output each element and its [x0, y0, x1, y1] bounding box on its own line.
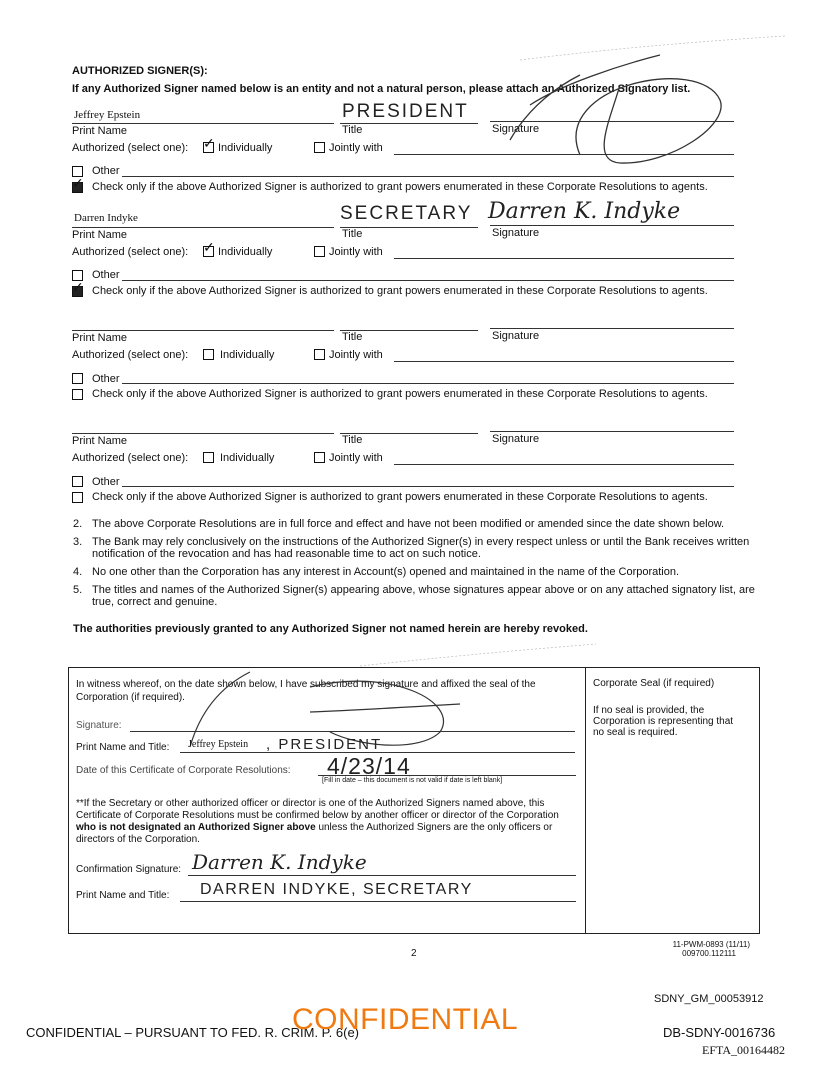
individually-checkbox[interactable] [203, 452, 214, 463]
witness-date-label: Date of this Certificate of Corporate Resolutions: [76, 765, 291, 776]
form-code: 009700.112111 [682, 949, 736, 958]
individually-label: Individually [220, 452, 275, 464]
authorized-select-label: Authorized (select one): [72, 349, 189, 361]
jointly-checkbox[interactable] [314, 349, 325, 360]
witness-print-name-label: Print Name and Title: [76, 742, 170, 753]
jointly-checkbox[interactable] [314, 142, 325, 153]
other-label: Other [92, 476, 120, 488]
witness-signature-label: Signature: [76, 720, 122, 731]
print-name-label: Print Name [72, 125, 128, 137]
authorized-select-label: Authorized (select one): [72, 452, 189, 464]
witness-print-title-handwritten: , PRESIDENT [266, 736, 383, 753]
grant-powers-label: Check only if the above Authorized Signer is authorized to grant powers enumerated in these Corporate Resolutions to agents. [92, 181, 708, 193]
grant-powers-label: Check only if the above Authorized Signer is authorized to grant powers enumerated in these Corporate Resolutions to agents. [92, 388, 708, 400]
other-checkbox[interactable] [72, 373, 83, 384]
grant-powers-label: Check only if the above Authorized Signer is authorized to grant powers enumerated in these Corporate Resolutions to agents. [92, 285, 708, 297]
confirmation-signature-label: Confirmation Signature: [76, 864, 182, 875]
signer-1-name: Jeffrey Epstein [74, 109, 141, 121]
revoked-notice: The authorities previously granted to any Authorized Signer not named herein are hereby revoked. [73, 623, 588, 635]
individually-label: Individually [218, 246, 273, 258]
signature-label: Signature [492, 330, 540, 342]
witness-text: In witness whereof, on the date shown below, I have subscribed my signature and affixed the seal of the Corporation (if required). [76, 679, 536, 703]
efta-number: EFTA_00164482 [702, 1043, 786, 1057]
confidential-stamp: CONFIDENTIAL [292, 1003, 519, 1036]
signer-2-name: Darren Indyke [74, 212, 138, 224]
term-text: No one other than the Corporation has any interest in Account(s) opened and maintained in the name of the Corporation. [92, 566, 680, 578]
bates-gm: SDNY_GM_00053912 [654, 993, 764, 1005]
page-number: 2 [411, 948, 417, 959]
witness-note-post: unless the Authorized Signers are the only officers or directors of the Corporation. [76, 822, 553, 845]
other-label: Other [92, 165, 120, 177]
grant-powers-checkbox[interactable] [72, 182, 83, 193]
witness-note-bold: who is not designated an Authorized Signer above [76, 822, 316, 833]
term-number: 5. [73, 584, 83, 596]
title-label: Title [342, 124, 363, 136]
individually-label: Individually [218, 142, 273, 154]
witness-print-name-typed: Jeffrey Epstein [188, 739, 249, 750]
witness-divider [585, 667, 586, 933]
seal-note: If no seal is provided, the Corporation is representing that no seal is required. [593, 705, 734, 738]
grant-powers-label: Check only if the above Authorized Signer is authorized to grant powers enumerated in these Corporate Resolutions to agents. [92, 491, 708, 503]
other-checkbox[interactable] [72, 476, 83, 487]
individually-checkbox[interactable] [203, 349, 214, 360]
section-instruction: If any Authorized Signer named below is an entity and not a natural person, please attach an Authorized Signatory list. [72, 83, 691, 95]
seal-title: Corporate Seal (if required) [593, 678, 715, 689]
individually-label: Individually [220, 349, 275, 361]
witness-date-note: [Fill in date – this document is not valid if date is left blank] [322, 777, 503, 784]
jointly-label: Jointly with [329, 349, 383, 361]
term-text: The titles and names of the Authorized Signer(s) appearing above, whose signatures appear above or on any attached signatory list, are true, correct and genuine. [92, 584, 755, 608]
witness-date-handwritten: 4/23/14 [327, 753, 411, 779]
signature-label: Signature [492, 227, 540, 239]
form-number: 11-PWM-0893 (11/11) [672, 940, 750, 949]
other-label: Other [92, 373, 120, 385]
confirmation-print-name-label: Print Name and Title: [76, 890, 170, 901]
title-label: Title [342, 228, 363, 240]
jointly-checkbox[interactable] [314, 246, 325, 257]
signer-2-signature-handwritten: Darren K. Indyke [488, 199, 681, 224]
signature-label: Signature [492, 433, 540, 445]
signer-1-signature-scribble [470, 45, 735, 175]
authorized-select-label: Authorized (select one): [72, 142, 189, 154]
term-number: 4. [73, 566, 83, 578]
grant-powers-checkbox[interactable] [72, 389, 83, 400]
jointly-label: Jointly with [329, 452, 383, 464]
term-number: 3. [73, 536, 83, 548]
confirmation-signature-handwritten: Darren K. Indyke [192, 850, 367, 874]
section-title: AUTHORIZED SIGNER(S): [72, 65, 208, 77]
individually-checkbox[interactable] [203, 142, 214, 153]
print-name-label: Print Name [72, 229, 128, 241]
confidential-notice: CONFIDENTIAL – PURSUANT TO FED. R. CRIM. P. 6(e) [26, 1025, 360, 1040]
term-number: 2. [73, 518, 83, 530]
witness-note [76, 798, 570, 846]
bates-db: DB-SDNY-0016736 [663, 1025, 776, 1040]
grant-powers-checkbox[interactable] [72, 492, 83, 503]
jointly-label: Jointly with [329, 246, 383, 258]
jointly-label: Jointly with [329, 142, 383, 154]
other-label: Other [92, 269, 120, 281]
authorized-select-label: Authorized (select one): [72, 246, 189, 258]
witness-note-pre: **If the Secretary or other authorized officer or director is one of the Authorized Signers named above, this Certificate of Corporate Resolutions must be confirmed below by another officer or director of the Corporation [76, 798, 559, 821]
term-text: The Bank may rely conclusively on the instructions of the Authorized Signer(s) in every respect unless or until the Bank receives written notification of the revocation and has had reasonable time to act on such notice. [92, 536, 750, 560]
title-label: Title [342, 434, 363, 446]
individually-checkbox[interactable] [203, 246, 214, 257]
signature-label: Signature [492, 123, 540, 135]
jointly-checkbox[interactable] [314, 452, 325, 463]
print-name-label: Print Name [72, 332, 128, 344]
print-name-label: Print Name [72, 435, 128, 447]
confirmation-print-name-handwritten: DARREN INDYKE, SECRETARY [200, 881, 473, 898]
term-text: The above Corporate Resolutions are in full force and effect and have not been modified or amended since the date shown below. [92, 518, 725, 530]
signer-1-title-handwritten: PRESIDENT [342, 101, 469, 122]
signer-2-title-handwritten: SECRETARY [340, 203, 473, 224]
grant-powers-checkbox[interactable] [72, 286, 83, 297]
title-label: Title [342, 331, 363, 343]
